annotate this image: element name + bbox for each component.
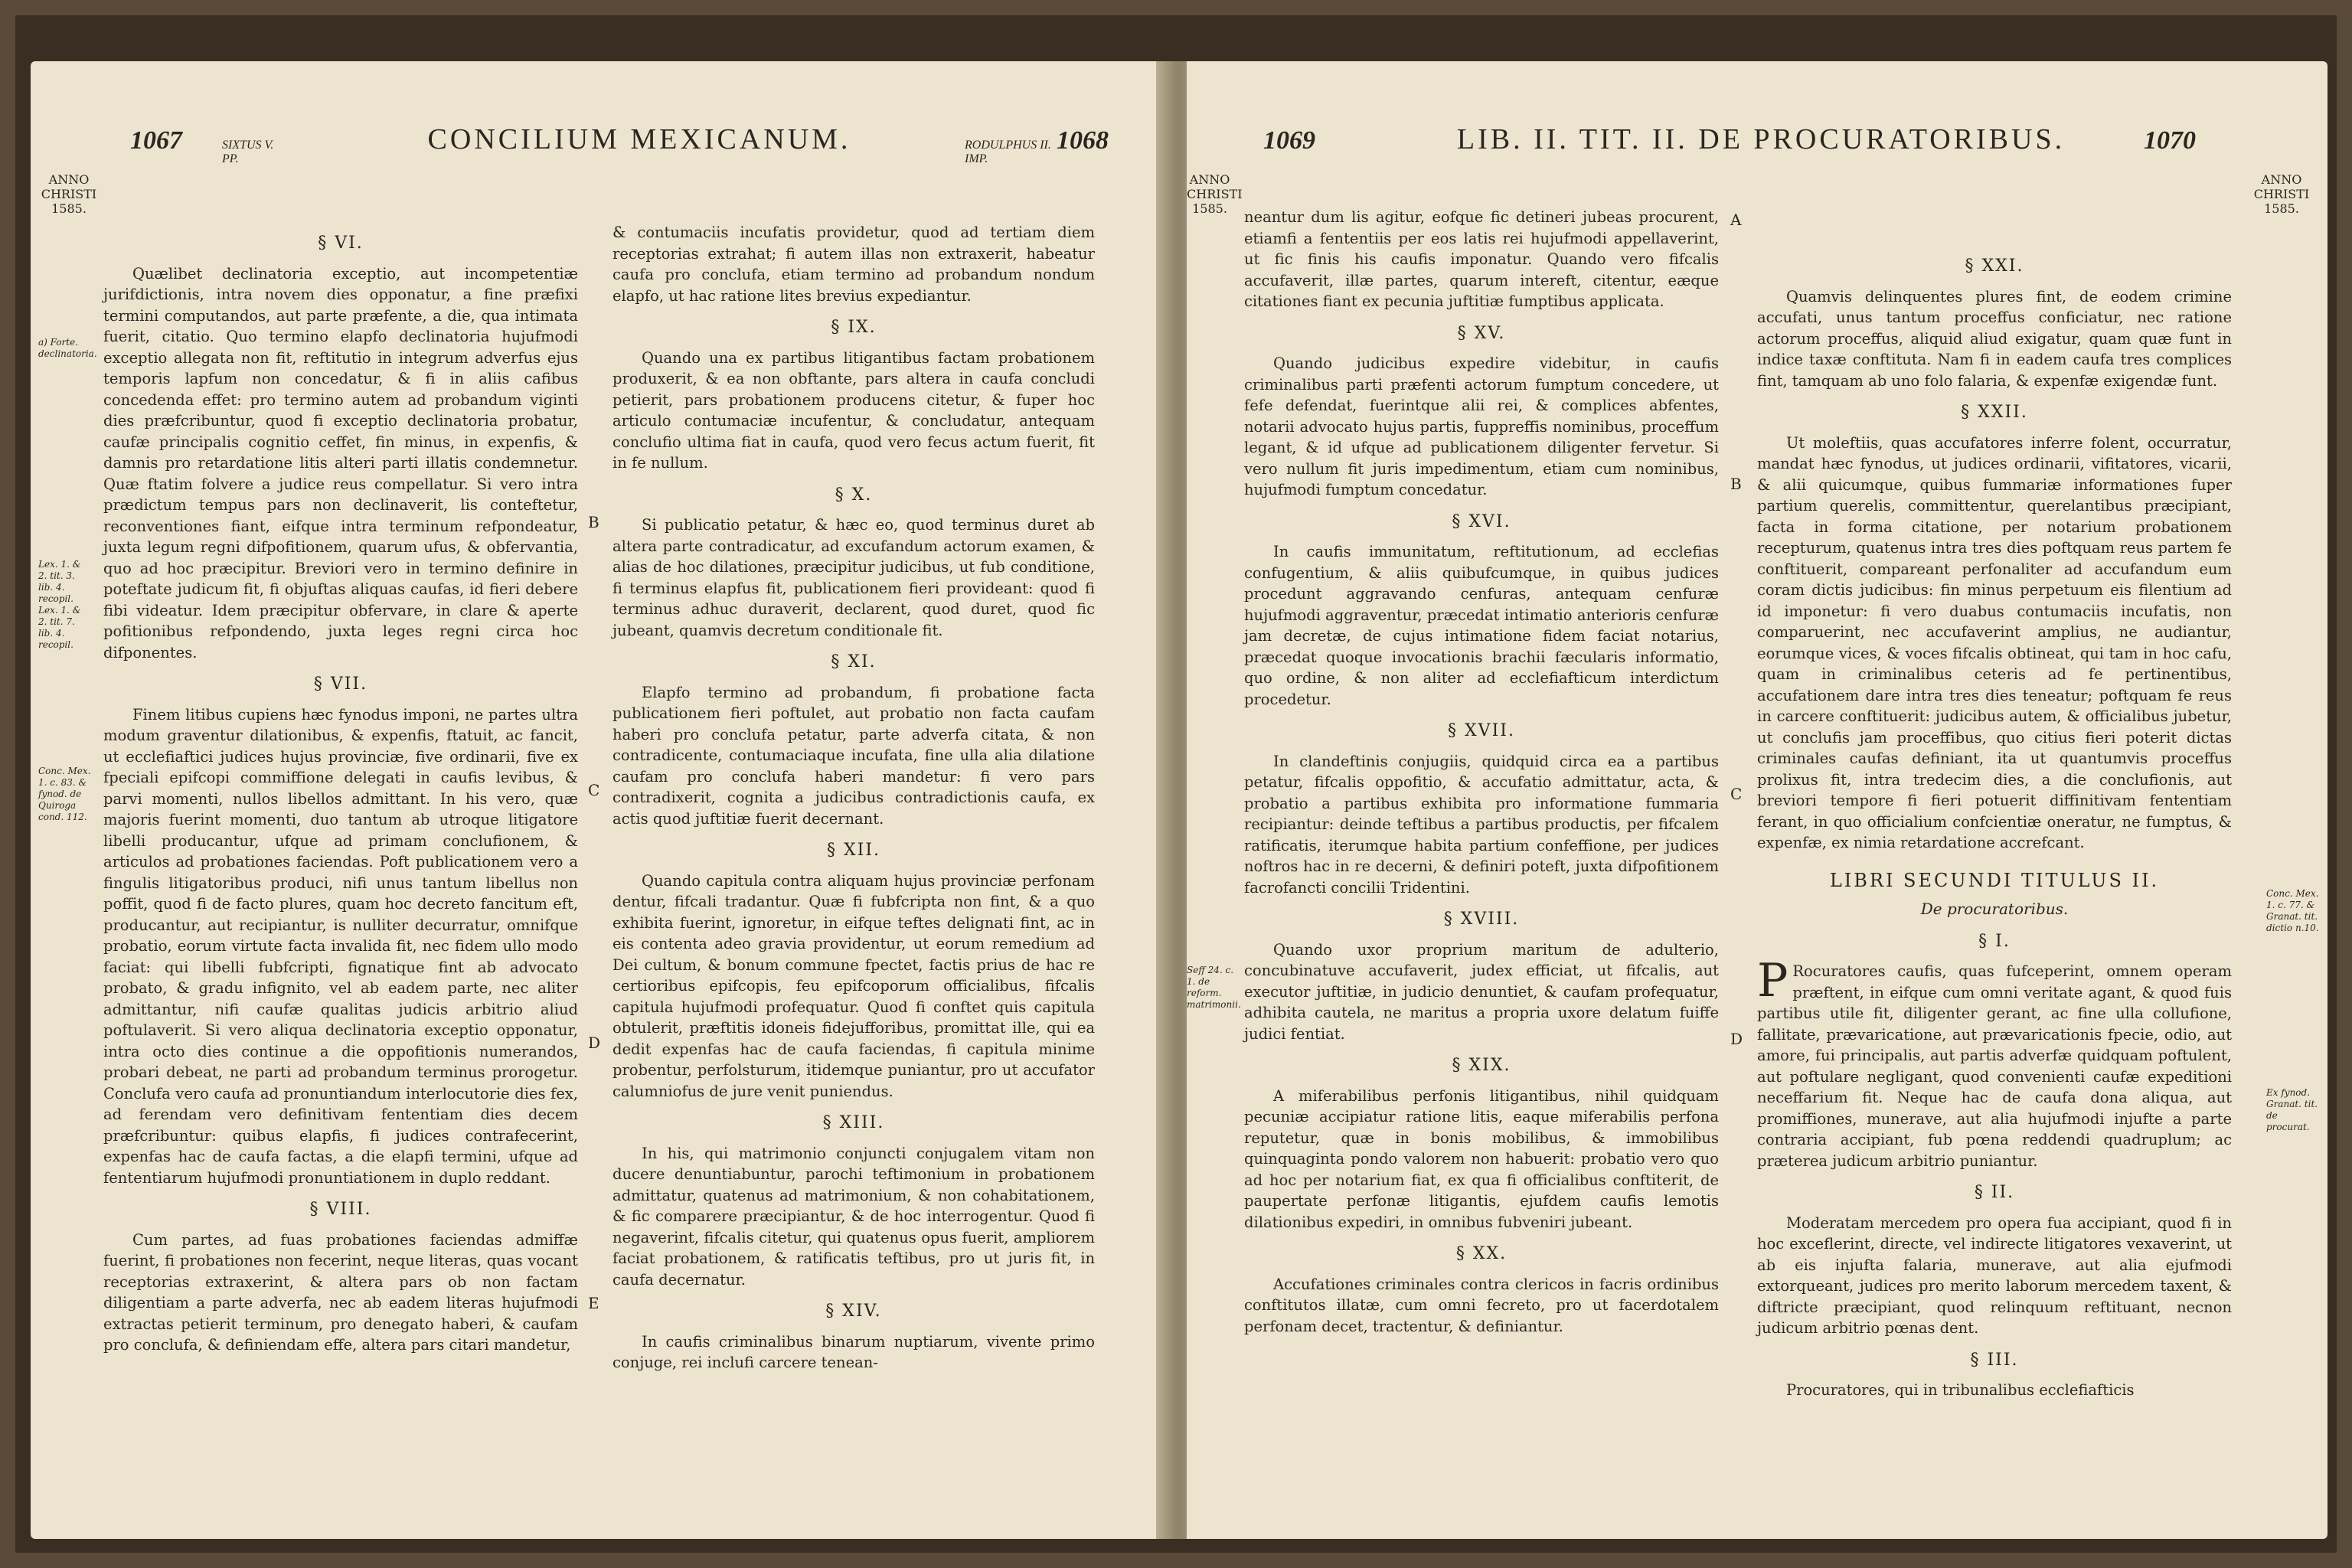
paragraph: Ut moleftiis, quas accufatores inferre folent, occurratur, mandat hæc fynodus, ut judices ordinarii, vifitatores, vicarii, & alii quicumque, quibus fummariæ informationes fuper partium querelis, committentur, querelantibus præcipiant, facta in forma citatione, per notarium probationem recepturum, quatenus intra tres dies poftquam reus partem fe conftituerit, compareant perfonaliter ad accufandum eum coram dictis judicibus: fin minus perpetuum eis filentium ad id imponetur: fi vero duabus contumaciis incufatis, non comparuerint, nec accufaverint amplius, ne audiantur, eorumque vices, & voces fifcalis obtineat, qui tam in hoc cafu, quam in criminalibus ceteris ad fe pertinentibus, accufationem dare intra tres dies teneatur; poftquam fe reus in carcere conftituerit: judicibus autem, & officialibus jubetur, ut conclufis jam proceffibus, quo citius fieri poterit dictas criminales caufas definiant, ita ut quantumvis proceffus prolixus fit, intra tredecim dies, a die conclufionis, aut breviori tempore fi fieri potuerit diffinitivam fententiam ferant, in quo officialium confcientiæ oneratur, ne fumptus, & expenfæ, ex nimia retardatione accrefcant. bbox=[1757, 433, 2232, 851]
paragraph: Accufationes criminales contra clericos in facris ordinibus conftitutos illatæ, cum omni fecreto, pro ut facerdotalem perfonam decet, tractentur, & definiantur. bbox=[1244, 1275, 1719, 1335]
anno-text: ANNO CHRISTI 1585. bbox=[41, 172, 97, 216]
paragraph: Moderatam mercedem pro opera fua accipiant, quod fi in hoc exceflerint, directe, vel indirecte litigatores vexaverint, ut ab eis injufta falaria, munerave, aut alia ejufmodi extorqueant, judices pro merito laborum mercedem taxent, & diftricte præcipiant, quod relinquum reftituant, necnon judicum arbitrio pœnas dent. bbox=[1757, 1214, 2232, 1337]
paragraph: In his, qui matrimonio conjuncti conjugalem vitam non ducere denuntiabuntur, parochi teftimonium in probationem admittatur, quatenus ad matrimonium, & non cohabitationem, & fic comparere præcipiantur, & de hoc interrogentur. Quod fi negaverint, fifcalis citetur, qui quatenus opus fuerit, ampliorem faciat probationem, & ratificatis teftibus, pro ut juris fit, in caufa decernatur. bbox=[612, 1144, 1095, 1289]
paragraph: In clandeftinis conjugiis, quidquid circa ea a partibus petatur, fifcalis oppofitio, & accufatio admittatur, acta, & probatio a partibus exhibita pro informatione fummaria recipiantur: deinde teftibus a partibus productis, per fifcalem ratificatis, iterumque habita partium confeffione, per judices noftros hac in re decerni, & definiri poteft, juxta difpofitionem facrofancti concilii Tridentini. bbox=[1244, 752, 1719, 897]
section-heading: § III. bbox=[1970, 1350, 2019, 1370]
paragraph: In caufis immunitatum, reftitutionum, ad ecclefias confugentium, & aliis quibufcumque, in quibus judices procedunt aggravando cenfuras, antequam cenfuræ hujufmodi aggraventur, præcedat intimatio anterioris cenfuræ jam decretæ, de cujus intimatione fidem faciat notarius, præcedat quoque invocationis brachii fæcularis informatio, quo ordine, & non aliter ad ecclefiafticum interdictum procedetur. bbox=[1244, 543, 1719, 708]
margin-note: Conc. Mex. 1. c. 83. & fynod. de Quiroga cond. 112. bbox=[38, 766, 91, 822]
section-heading: § XIII. bbox=[822, 1113, 885, 1132]
anno-christi-label bbox=[38, 172, 100, 216]
section-heading: § VII. bbox=[313, 675, 368, 694]
paragraph: Quando una ex partibus litigantibus factam probationem produxerit, & ea non obftante, pars altera in caufa concludi petierit, pars probationem producens citetur, & fuper hoc articulo contumaciæ incufentur, & concludatur, antequam conclufio ultima fiat in caufa, quod vero fecus actum fuerit, fit in fe nullum. bbox=[612, 348, 1095, 472]
right-running-head bbox=[1263, 122, 2259, 168]
paragraph: Quando capitula contra aliquam hujus provinciæ perfonam dentur, fifcali tradantur. Quæ fi fubfcripta non fint, & a quo exhibita fuerint, ignoretur, in eifque teftes delignati fint, ac in eis contenta adeo gravia providentur, ut eorum remedium ad Dei cultum, & bonum commune fpectet, factis prius de hac re certioribus epifcopis, feu epifcoporum officialibus, fifcalis capitula hujufmodi profequatur. Quod fi conftet quis capitula obtulerit, præftitis idoneis fidejufforibus, promittat ille, qui ea dedit expenfas hac de caufa faciendas, fi capitula minime probentur, perfolsturum, itidemque puniantur, pro ut accufator calumniofus de jure venit puniendus. bbox=[612, 871, 1095, 1100]
paragraph: Quælibet declinatoria exceptio, aut incompetentiæ jurifdictionis, intra novem dies opponatur, a fine præfixi termini computandos, aut parte præfente, a die, qua intimata fuerit, citatio. Quo termino elapfo declinatoria hujufmodi exceptio allegata non fit, reftitutio in integrum adverfus ejus temporis lapfum non concedatur, & fi in aliis cafibus concedenda effet: pro termino autem ad probandum viginti dies præfcribuntur, quod fi exceptio declinatoria probatur, caufæ principalis cognitio ceffet, fin minus, in expenfis, & damnis pro retardatione litis alteri parti illatis condemnetur. Quæ ftatim folvere a judice reus compellatur. Si vero intra prædictum tempus pars non declinaverit, lis conteftetur, reconventiones fiant, eifque intra terminum refpondeatur, juxta legum regni difpofitionem, quarum ufus, & obfervantia, quo ad hoc præcipitur. Breviori vero in termino definire in poteftate judicum fit, fi objuftas aliquas caufas, id fieri debere fibi videatur. Idem præcipitur obfervare, in clare & aperte pofitionibus refpondendo, juxta leges regni circa hoc difponentes. bbox=[103, 264, 578, 662]
paragraph: Cum partes, ad fuas probationes faciendas admiffæ fuerint, fi probationes non fecerint, neque literas, quas vocant receptorias extraxerint, & altera pars ob non factam diligentiam a parte adverfa, nec ab eadem literas hujufmodi extractas petierit terminum, pro denegato haberi, & caufam pro conclufa, & definiendam effe, altera pars citari mandetur, bbox=[103, 1230, 578, 1354]
section-heading: § XIX. bbox=[1452, 1056, 1511, 1075]
page-title: LIB. II. TIT. II. DE PROCURATORIBUS. bbox=[1456, 123, 2066, 155]
paragraph-text: Rocuratores caufis, quas fufceperint, omnem operam præftent, in eifque cum omni veritate agant, & quod fuis partibus utile fit, diligenter gerant, ac fine ulla collufione, fallitate, prævaricatione, aut prævaricationis fpecie, odio, aut amore, fui principalis, aut partis adverfæ quidquam poftulent, aut poftulare negligant, quod convenienti caufæ expeditioni neceffarium fit. Neque hac de caufa dona aliqua, aut promiffiones, munerave, aut alia hujufmodi injufte a parte contraria accipiant, fub pœna reddendi quadruplum; ac præterea judicum arbitrio puniantur. bbox=[1757, 962, 2232, 1170]
page-number: 1067 bbox=[130, 126, 182, 155]
paragraph: Quando uxor proprium maritum de adulterio, concubinatuve accufaverit, judex efficiat, ut fifcalis, aut executor juftitiæ, in judicio denuntiet, & caufam profequatur, adhibita cautela, ne maritus a propria uxore delatum fuiffe judici fentiat. bbox=[1244, 940, 1719, 1043]
left-running-head bbox=[130, 122, 1156, 168]
section-letter: B bbox=[588, 513, 599, 531]
section-heading: § X. bbox=[835, 485, 873, 505]
drop-cap: P bbox=[1757, 954, 1788, 1008]
anno-text: ANNO CHRISTI 1585. bbox=[1187, 172, 1243, 216]
anno-christi-label bbox=[1187, 172, 1243, 216]
right-page bbox=[1187, 61, 2328, 1539]
margin-note: a) Forte. declinatoria. bbox=[38, 337, 97, 359]
paragraph: A miferabilibus perfonis litigantibus, nihil quidquam pecuniæ accipiatur ratione litis, eaque miferabilis perfona reputetur, quæ in bonis mobilibus, & immobilibus quinquaginta pondo valorem non habuerit: probatio vero quo ad hoc per notarium fiat, ex qua fi officialibus conftiterit, de paupertate perfonæ litigantis, ejufdem caufis lemotis dilationibus expediri, in omnibus fubveniri jubeant. bbox=[1244, 1086, 1719, 1231]
section-heading: § II. bbox=[1974, 1183, 2015, 1202]
margin-note: Ex fynod. Granat. tit. de procurat. bbox=[2266, 1087, 2318, 1132]
margin-note: Seff 24. c. 1. de reform. matrimonii. bbox=[1187, 965, 1241, 1010]
king-label: RODULPHUS II. IMP. bbox=[965, 139, 1051, 165]
section-heading: § XXII. bbox=[1961, 403, 2028, 422]
section-letter: E bbox=[588, 1294, 599, 1312]
section-heading: § XVIII. bbox=[1443, 910, 1520, 929]
page-number: 1068 bbox=[1057, 126, 1109, 155]
left-page bbox=[31, 61, 1171, 1539]
margin-note: Conc. Mex. 1. c. 77. & Granat. tit. dictio n.10. bbox=[2266, 888, 2319, 933]
section-heading: § IX. bbox=[831, 318, 877, 337]
page-number: 1069 bbox=[1263, 126, 1315, 155]
section-letter: B bbox=[1730, 475, 1742, 493]
margin-note: Lex. 1. & 2. tit. 3. lib. 4. recopil. Lex. 1. & 2. tit. 7. lib. 4. recopil. bbox=[38, 559, 81, 650]
anno-christi-label bbox=[2251, 172, 2312, 216]
left-column-1 bbox=[103, 222, 578, 1362]
left-column-2 bbox=[612, 222, 1095, 1380]
section-letter: D bbox=[588, 1034, 601, 1052]
paragraph: & contumaciis incufatis providetur, quod ad tertiam diem receptorias extrahat; fi autem illas non extraxerit, habeatur caufa pro conclufa, etiam termino ad probandum nondum elapfo, ut hac ratione lites brevius expediantur. bbox=[612, 224, 1095, 305]
open-book bbox=[15, 15, 2337, 1553]
page-title: CONCILIUM MEXICANUM. bbox=[427, 123, 851, 155]
section-heading: § I. bbox=[1978, 931, 2011, 951]
pontiff-label: SIXTUS V. PP. bbox=[222, 139, 274, 165]
section-letter: A bbox=[1730, 211, 1742, 229]
section-heading: § XVI. bbox=[1452, 511, 1511, 531]
paragraph: Finem litibus cupiens hæc fynodus imponi, ne partes ultra modum graventur dilationibus, & expenfis, ftatuit, ac fancit, ut ecclefiaftici judices hujus provinciæ, five ordinarii, five ex fpeciali epifcopi commiffione delegati in caufis levibus, & parvi momenti, nullos libellos admittant. In his vero, quæ majoris fuerint momenti, duo tantum ab utroque litigatore libelli producantur, ufque ad primam conclufionem, & articulos ad probationes faciendas. Poft publicationem vero a fingulis litigatoribus produci, nifi unus tantum libellus non poffit, quod fi de facto plures, quam hoc decreto fancitum eft, producantur, aut recipiantur, is nulliter decurratur, omnifque probatio, eorum virtute facta invalida fit, nec fidem ullo modo faciat: qui libelli fubfcripti, fignatique fint ab advocato probato, & gradu infignito, vel ab eadem parte, nec aliter admittantur, nifi caufæ qualitas judicis arbitrio aliud poftulaverit. Si vero aliqua declinatoria exceptio opponatur, intra octo dies continue a die oppofitionis numerandos, probari debeat, ne parti ad probandum terminus prorogetur. Conclufa vero caufa ad pronuntiandum interlocutorie dies fex, ad ferendam vero definitivam fententiam dies decem præfcribuntur: quibus elapfis, fi judices contrafecerint, expenfas hac de caufa factas, a die elapfi termini, ufque ad fententiarum hujufmodi pronuntiationem in duplo reddant. bbox=[103, 705, 578, 1187]
paragraph: Si publicatio petatur, & hæc eo, quod terminus duret ab altera parte contradicatur, ad excufandum actorum examen, & alias de hoc dilationes, præcipitur judicibus, ut fub conditione, fi terminus elapfus fit, publicationem fieri provideant: quod fi terminus adhuc duraverit, declarent, quod duret, quod fic jubeant, quamvis decretum conditionale fit. bbox=[612, 516, 1095, 639]
section-letter: D bbox=[1730, 1030, 1743, 1048]
section-heading: § XII. bbox=[826, 841, 881, 860]
paragraph: Quamvis delinquentes plures fint, de eodem crimine accufati, unus tantum proceffus conficiatur, nec ratione actorum proceffus, aliquid aliud exigatur, quam quæ funt in indice taxæ conftituta. Nam fi in eadem caufa tres complices fint, tamquam ab uno folo falaria, & expenfæ exigendæ funt. bbox=[1757, 287, 2232, 390]
section-heading: § XI. bbox=[831, 652, 877, 671]
paragraph bbox=[1757, 954, 2232, 1171]
title-subheading: De procuratoribus. bbox=[1920, 900, 2069, 918]
title-heading: LIBRI SECUNDI TITULUS II. bbox=[1829, 869, 2160, 891]
anno-text: ANNO CHRISTI 1585. bbox=[2253, 172, 2310, 216]
section-heading: § VIII. bbox=[309, 1200, 372, 1219]
page-number: 1070 bbox=[2144, 126, 2196, 155]
section-letter: C bbox=[1730, 785, 1743, 803]
right-column-1 bbox=[1244, 207, 1719, 1343]
section-heading: § XIV. bbox=[825, 1302, 882, 1321]
paragraph: neantur dum lis agitur, eofque fic detineri jubeas procurent, etiamfi a fententiis per eos latis rei hujufmodi appellaverint, ut fic finis his caufis imponatur. Quando vero fifcalis accufaverit, illæ partes, quarum intereft, citentur, eæque citationes fiant ex pecunia juftitiæ fumptibus applicata. bbox=[1244, 208, 1719, 310]
paragraph: Procuratores, qui in tribunalibus ecclefiafticis bbox=[1786, 1381, 2135, 1399]
section-heading: § XXI. bbox=[1965, 256, 2024, 276]
paragraph: In caufis criminalibus binarum nuptiarum, vivente primo conjuge, rei inclufi carcere tenean- bbox=[612, 1332, 1095, 1371]
paragraph: Elapfo termino ad probandum, fi probatione facta publicationem fieri poftulet, aut probatio non facta caufam haberi pro conclufa petatur, parte adverfa citata, & non contradicente, contumaciaque incufata, fine ulla alia dilatione caufam pro conclufa haberi mandetur: fi vero pars contradixerit, cognita a judicibus contradictionis caufa, ex actis quod juftitiæ fuerit decernant. bbox=[612, 683, 1095, 828]
right-column-2 bbox=[1757, 245, 2232, 1407]
section-letter: C bbox=[588, 781, 600, 799]
section-heading: § XVII. bbox=[1448, 721, 1515, 740]
section-heading: § VI. bbox=[318, 234, 364, 253]
section-heading: § XV. bbox=[1457, 323, 1506, 343]
paragraph: Quando judicibus expedire videbitur, in caufis criminalibus parti præfenti actorum fumptum concedere, ut fefe defendat, fuerintque alii rei, & complices abfentes, notarii advocato hujus partis, fuppreffis nominibus, proceffum legant, & id ufque ad publicationem diligenter fervetur. Si vero nullum fit juris impedimentum, etiam cum nominibus, hujufmodi fumptum concedatur. bbox=[1244, 354, 1719, 498]
section-heading: § XX. bbox=[1455, 1244, 1508, 1263]
